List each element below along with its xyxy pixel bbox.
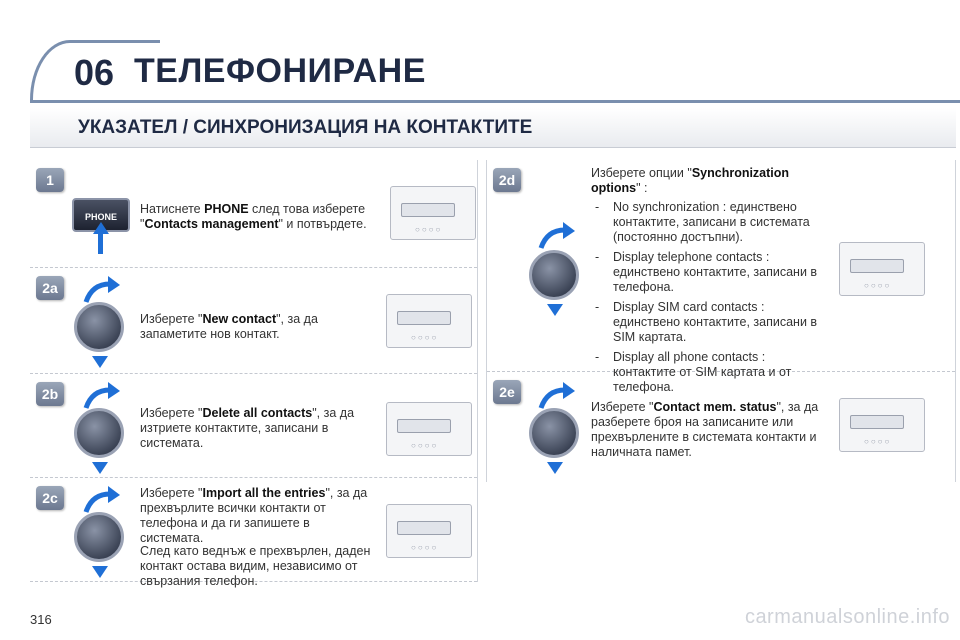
list-item: - Display telephone contacts : единствено контактите, записани в телефона.	[591, 250, 831, 295]
press-arrow-icon	[98, 232, 103, 254]
step-2a	[30, 268, 477, 374]
step-text: Изберете "Contact mem. status", за да разберете броя на записаните или прехвърлените в системата контакти и наличната памет.	[591, 400, 819, 459]
radio-unit-icon: ○○○○	[386, 294, 472, 348]
step-text: Изберете "New contact", за да запаметите нов контакт.	[140, 312, 318, 341]
chapter-number: 06	[74, 52, 115, 93]
step-text: Натиснете PHONE след това изберете "Contacts management" и потвърдете.	[140, 202, 367, 231]
step-badge: 2e	[493, 380, 521, 404]
arrow-down-icon	[92, 462, 108, 474]
knob-icon	[74, 408, 124, 458]
knob-icon	[74, 512, 124, 562]
rotate-arrow-icon	[537, 222, 577, 252]
page-number: 316	[30, 612, 52, 627]
step-badge: 2c	[36, 486, 64, 510]
step-2e	[487, 372, 955, 482]
left-column	[30, 160, 478, 588]
arrow-up-icon	[93, 222, 109, 234]
step-text: Изберете "Delete all contacts", за да изтриете контактите, записани в системата.	[140, 406, 355, 450]
step-badge: 2a	[36, 276, 64, 300]
radio-unit-icon: ○○○○	[839, 242, 925, 296]
radio-unit-icon: ○○○○	[839, 398, 925, 452]
phone-button: PHONE	[72, 198, 130, 232]
step-2b	[30, 374, 477, 478]
knob-icon	[529, 408, 579, 458]
arrow-down-icon	[92, 356, 108, 368]
list-item: - No synchronization : единствено контактите, записани в системата (постоянно достъпни).	[591, 200, 831, 245]
chapter-title: ТЕЛЕФОНИРАНЕ	[134, 52, 426, 90]
list-item: - Display SIM card contacts : единствено контактите, записани в SIM картата.	[591, 300, 831, 345]
right-column	[486, 160, 956, 482]
radio-unit-icon: ○○○○	[386, 504, 472, 558]
arrow-down-icon	[547, 304, 563, 316]
step-badge: 1	[36, 168, 64, 192]
arrow-down-icon	[547, 462, 563, 474]
knob-icon	[74, 302, 124, 352]
step-badge: 2d	[493, 168, 521, 192]
radio-unit-icon: ○○○○	[390, 186, 476, 240]
step-badge: 2b	[36, 382, 64, 406]
sync-options-list	[591, 200, 831, 400]
section-header	[30, 108, 956, 148]
list-item: - Display all phone contacts : контактите от SIM картата и от телефона.	[591, 350, 831, 395]
radio-unit-icon: ○○○○	[386, 402, 472, 456]
knob-icon	[529, 250, 579, 300]
header-rule	[30, 100, 960, 103]
step-text: Изберете опции "Synchronization options" :	[591, 166, 790, 195]
step-1	[30, 160, 477, 268]
step-2c	[30, 478, 477, 588]
step-note: След като веднъж е прехвърлен, даден контакт остава видим, независимо от свързания телефон.	[140, 544, 371, 588]
watermark: carmanualsonline.info	[744, 606, 950, 628]
section-title: УКАЗАТЕЛ / СИНХРОНИЗАЦИЯ НА КОНТАКТИТЕ	[78, 117, 533, 138]
step-text: Изберете "Import all the entries", за да прехвърлите всички контакти от телефона и да ги запишете в системата.	[140, 486, 368, 545]
arrow-down-icon	[92, 566, 108, 578]
